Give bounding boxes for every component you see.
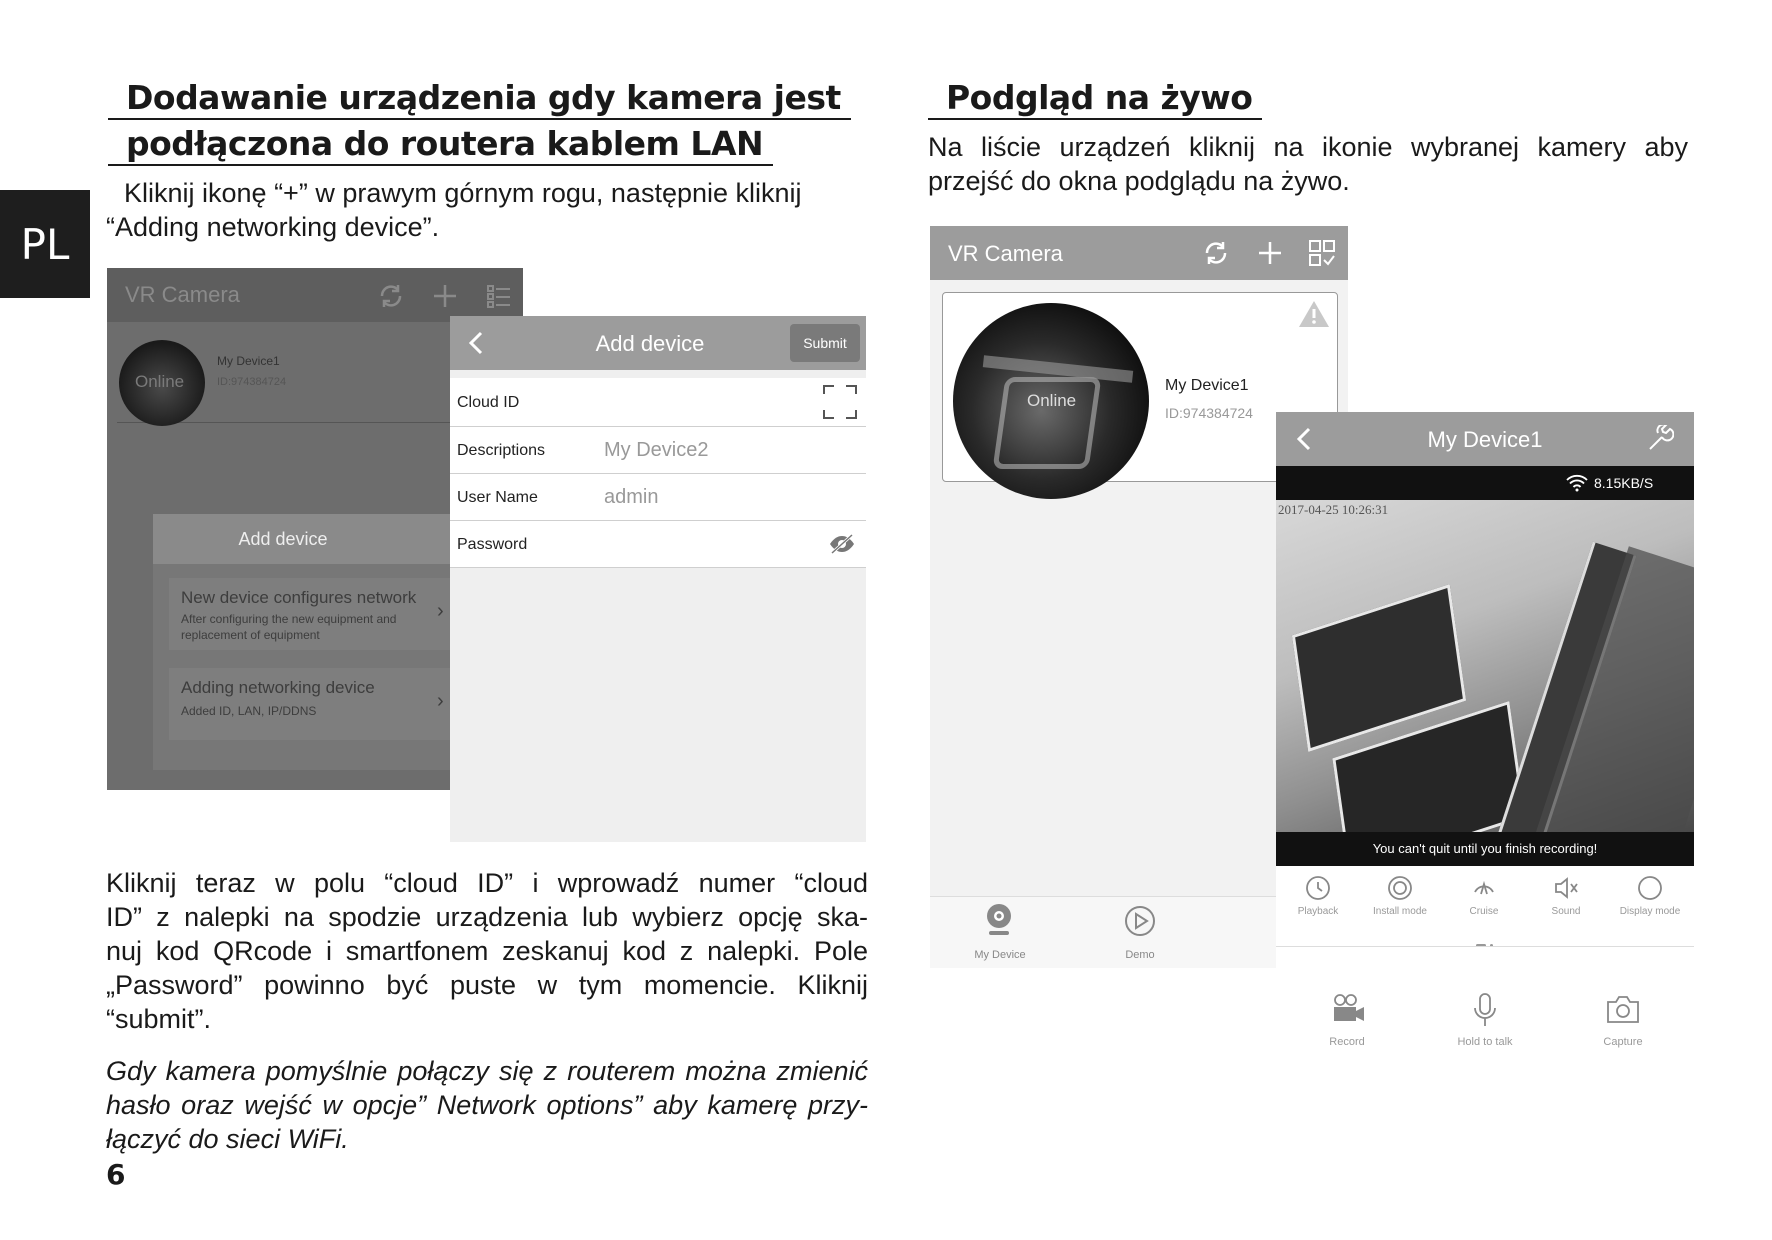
hold-to-talk-label: Hold to talk [1457, 1036, 1513, 1048]
install-mode-icon [1386, 874, 1414, 902]
username-field[interactable] [450, 474, 866, 521]
playback-label: Playback [1297, 906, 1339, 917]
option-new-device-desc1: After configuring the new equipment and [181, 612, 397, 626]
refresh-icon[interactable] [377, 282, 405, 310]
language-tab: PL [0, 190, 90, 298]
app-header [930, 226, 1348, 280]
photo-camera-icon [1605, 994, 1641, 1024]
option-new-device-desc2: replacement of equipment [181, 628, 320, 642]
cruise-icon [1470, 874, 1498, 902]
display-mode-label: Display mode [1619, 906, 1681, 917]
app-title: VR Camera [125, 282, 240, 307]
device-name: My Device1 [1165, 377, 1249, 394]
left-note-line3: łączyć do sieci WiFi. [106, 1124, 349, 1154]
password-label: Password [457, 536, 528, 553]
option-new-device-title: New device configures network [181, 588, 417, 607]
nav-my-device-label: My Device [974, 949, 1026, 961]
left-note-line2: hasło oraz wejść w opcje” Network options” aby kamerę przy- [106, 1090, 868, 1120]
left-body-line5: “submit”. [106, 1004, 212, 1034]
screen-add-device-form [450, 316, 866, 842]
display-mode-icon [1636, 874, 1664, 902]
submit-button[interactable]: Submit [790, 324, 860, 362]
status-bar [1276, 466, 1694, 500]
left-intro-line1: Kliknij ikonę “+” w prawym górnym rogu, następnie kliknij [124, 178, 802, 208]
display-mode-button[interactable] [1608, 870, 1692, 934]
recording-warning: You can't quit until you finish recording! [1276, 832, 1694, 866]
device-id: ID:974384724 [217, 376, 287, 388]
wrench-icon[interactable] [1646, 425, 1674, 453]
camera-icon [984, 903, 1014, 937]
hold-to-talk-button[interactable] [1440, 992, 1530, 1072]
warning-icon[interactable] [1297, 299, 1331, 329]
app-title: VR Camera [948, 241, 1063, 266]
left-body-line3: nuj kod QRcode i smartfonem zeskanuj kod z nalepki. Pole [106, 936, 868, 966]
screen-live-view [1276, 412, 1694, 1128]
cloud-id-field[interactable] [450, 378, 866, 427]
record-button[interactable] [1302, 992, 1392, 1072]
left-title-line2: podłączona do routera kablem LAN [108, 124, 773, 166]
page-indicator [1476, 934, 1496, 938]
actions-row [1276, 992, 1694, 1072]
capture-label: Capture [1603, 1036, 1643, 1048]
device-id: ID:974384724 [1165, 405, 1253, 421]
descriptions-label: Descriptions [457, 442, 546, 459]
online-label: Online [135, 372, 185, 391]
page-number: 6 [106, 1158, 126, 1191]
option-networking-desc: Added ID, LAN, IP/DDNS [181, 704, 317, 718]
live-header [1276, 412, 1694, 466]
playback-button[interactable] [1280, 870, 1356, 934]
divider [1276, 946, 1694, 947]
cruise-button[interactable] [1446, 870, 1522, 934]
wifi-icon [1566, 474, 1588, 492]
left-note [106, 1054, 868, 1156]
right-intro [928, 130, 1688, 198]
list-icon[interactable] [485, 282, 513, 310]
username-value: admin [604, 486, 659, 508]
sound-label: Sound [1551, 906, 1581, 917]
camera-thumbnail [119, 340, 205, 426]
cloud-id-label: Cloud ID [457, 394, 520, 411]
popup-title: Add device [153, 514, 523, 564]
camera-thumbnail[interactable] [953, 303, 1149, 499]
descriptions-field[interactable] [450, 427, 866, 474]
chevron-right-icon: › [437, 600, 444, 622]
chevron-right-icon: › [437, 690, 444, 712]
refresh-icon[interactable] [1202, 239, 1230, 267]
live-title: My Device1 [1427, 427, 1543, 452]
video-camera-icon [1330, 992, 1366, 1026]
form-title: Add device [595, 331, 705, 356]
play-circle-icon [1124, 905, 1156, 937]
capture-button[interactable] [1578, 992, 1668, 1072]
qr-scan-icon[interactable] [822, 384, 858, 420]
right-intro-line1: Na liście urządzeń kliknij na ikonie wybranej kamery aby [928, 132, 1688, 162]
record-label: Record [1329, 1036, 1365, 1048]
install-mode-button[interactable] [1360, 870, 1440, 934]
camera-image [1276, 500, 1694, 866]
cruise-label: Cruise [1469, 906, 1499, 917]
install-mode-label: Install mode [1373, 906, 1427, 917]
username-label: User Name [457, 489, 538, 506]
nav-demo[interactable] [1090, 897, 1190, 968]
option-networking-title: Adding networking device [181, 678, 375, 697]
password-field[interactable] [450, 521, 866, 568]
history-icon [1304, 874, 1332, 902]
eye-hidden-icon[interactable] [828, 533, 856, 555]
nav-my-device[interactable] [950, 897, 1050, 968]
app-header [107, 268, 523, 322]
form-header [450, 316, 866, 370]
timestamp-overlay: 2017-04-25 10:26:31 [1278, 502, 1389, 517]
grid-icon[interactable] [1308, 239, 1336, 267]
video-feed[interactable] [1276, 466, 1694, 866]
left-body [106, 866, 868, 1036]
microphone-icon [1470, 992, 1500, 1028]
right-intro-line2: przejść do okna podglądu na żywo. [928, 166, 1350, 196]
left-body-line4: „Password” powinno być puste w tym momencie. Kliknij [106, 970, 868, 1000]
online-label: Online [1027, 391, 1077, 410]
speed-readout: 8.15KB/S [1594, 475, 1654, 491]
left-note-line1: Gdy kamera pomyślnie połączy się z routerem można zmienić [106, 1056, 868, 1086]
device-name: My Device1 [217, 354, 280, 368]
left-body-line2: ID” z nalepki na spodzie urządzenia lub wybierz opcję ska- [106, 902, 868, 932]
mute-icon [1552, 874, 1580, 902]
left-body-line1: Kliknij teraz w polu “cloud ID” i wprowadź numer “cloud [106, 868, 868, 898]
left-title-line1: Dodawanie urządzenia gdy kamera jest [108, 78, 851, 120]
nav-demo-label: Demo [1125, 949, 1155, 961]
descriptions-value: My Device2 [604, 439, 709, 461]
left-intro-line2: “Adding networking device”. [106, 212, 440, 242]
right-title: Podgląd na żywo [928, 78, 1262, 120]
controls-row [1276, 870, 1694, 934]
sound-button[interactable] [1528, 870, 1604, 934]
plus-icon[interactable] [431, 282, 459, 310]
plus-icon[interactable] [1256, 239, 1284, 267]
